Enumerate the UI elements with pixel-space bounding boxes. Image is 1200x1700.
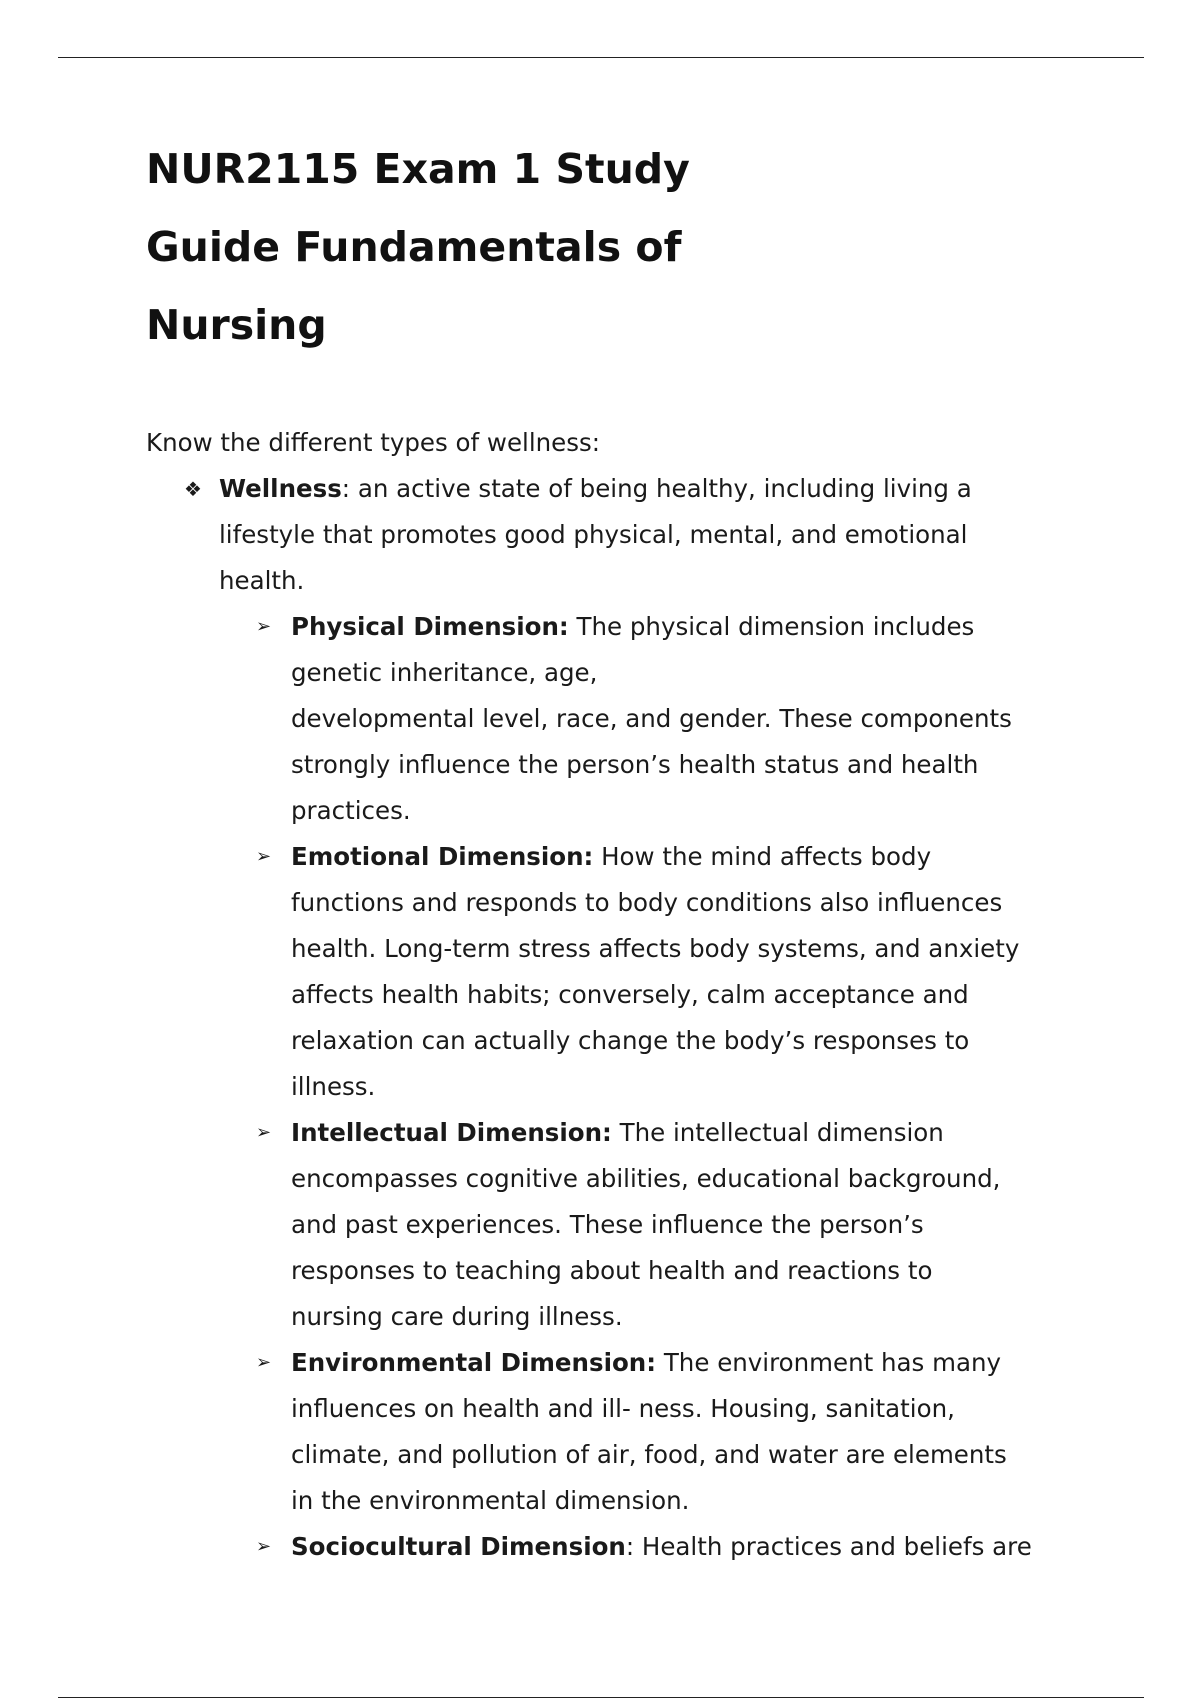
wellness-term: Wellness — [219, 474, 342, 503]
dimension-text: functions and responds to body conditions also influences — [291, 888, 1003, 917]
dimension-list — [146, 604, 1106, 1570]
bottom-rule — [58, 1697, 1144, 1698]
intro-text: Know the different types of wellness: — [146, 428, 601, 457]
dimension-term: Environmental Dimension: — [291, 1348, 657, 1377]
dimension-text: encompasses cognitive abilities, educational background, — [291, 1164, 1001, 1193]
dimension-text: strongly influence the person’s health status and health — [291, 750, 979, 779]
dimension-term: Sociocultural Dimension — [291, 1532, 626, 1561]
top-rule — [58, 57, 1144, 58]
dimension-text: climate, and pollution of air, food, and water are elements — [291, 1440, 1007, 1469]
arrow-bullet-icon: ➢ — [256, 846, 272, 867]
title-line-3: Nursing — [146, 301, 327, 349]
list-item-sociocultural-dimension — [146, 1524, 1091, 1570]
wellness-definition-line-2: lifestyle that promotes good physical, mental, and emotional — [219, 520, 968, 549]
dimension-text: The physical dimension includes — [568, 612, 975, 641]
diamond-bullet-icon: ❖ — [184, 477, 202, 501]
dimension-text: relaxation can actually change the body’s responses to — [291, 1026, 970, 1055]
wellness-definition-line-1: : an active state of being healthy, including living a — [341, 474, 972, 503]
list-item-physical-dimension — [146, 604, 1091, 834]
dimension-term: Physical Dimension: — [291, 612, 569, 641]
dimension-text: How the mind affects body — [593, 842, 932, 871]
wellness-bullet — [146, 466, 1106, 604]
dimension-text: The intellectual dimension — [611, 1118, 944, 1147]
wellness-section — [146, 466, 1106, 1570]
list-item-intellectual-dimension — [146, 1110, 1091, 1340]
arrow-bullet-icon: ➢ — [256, 1122, 272, 1143]
document-title — [146, 130, 786, 364]
dimension-text: influences on health and ill- ness. Housing, sanitation, — [291, 1394, 955, 1423]
dimension-text: responses to teaching about health and reactions to — [291, 1256, 933, 1285]
dimension-text: genetic inheritance, age, — [291, 658, 598, 687]
title-line-1: NUR2115 Exam 1 Study — [146, 145, 690, 193]
page-content — [146, 130, 1106, 1561]
dimension-text: nursing care during illness. — [291, 1302, 623, 1331]
wellness-definition-line-3: health. — [219, 566, 305, 595]
list-item-emotional-dimension — [146, 834, 1091, 1110]
dimension-text: illness. — [291, 1072, 376, 1101]
dimension-term: Emotional Dimension: — [291, 842, 594, 871]
dimension-text: The environment has many — [656, 1348, 1002, 1377]
dimension-text: affects health habits; conversely, calm acceptance and — [291, 980, 969, 1009]
dimension-text: in the environmental dimension. — [291, 1486, 690, 1515]
dimension-text: practices. — [291, 796, 411, 825]
dimension-text: and past experiences. These influence the person’s — [291, 1210, 924, 1239]
list-item-environmental-dimension — [146, 1340, 1091, 1524]
title-line-2: Guide Fundamentals of — [146, 223, 682, 271]
dimension-term: Intellectual Dimension: — [291, 1118, 612, 1147]
arrow-bullet-icon: ➢ — [256, 616, 272, 637]
dimension-text: health. Long-term stress affects body systems, and anxiety — [291, 934, 1020, 963]
arrow-bullet-icon: ➢ — [256, 1536, 272, 1557]
dimension-text: developmental level, race, and gender. These components — [291, 704, 1012, 733]
dimension-text: : Health practices and beliefs are — [625, 1532, 1032, 1561]
arrow-bullet-icon: ➢ — [256, 1352, 272, 1373]
